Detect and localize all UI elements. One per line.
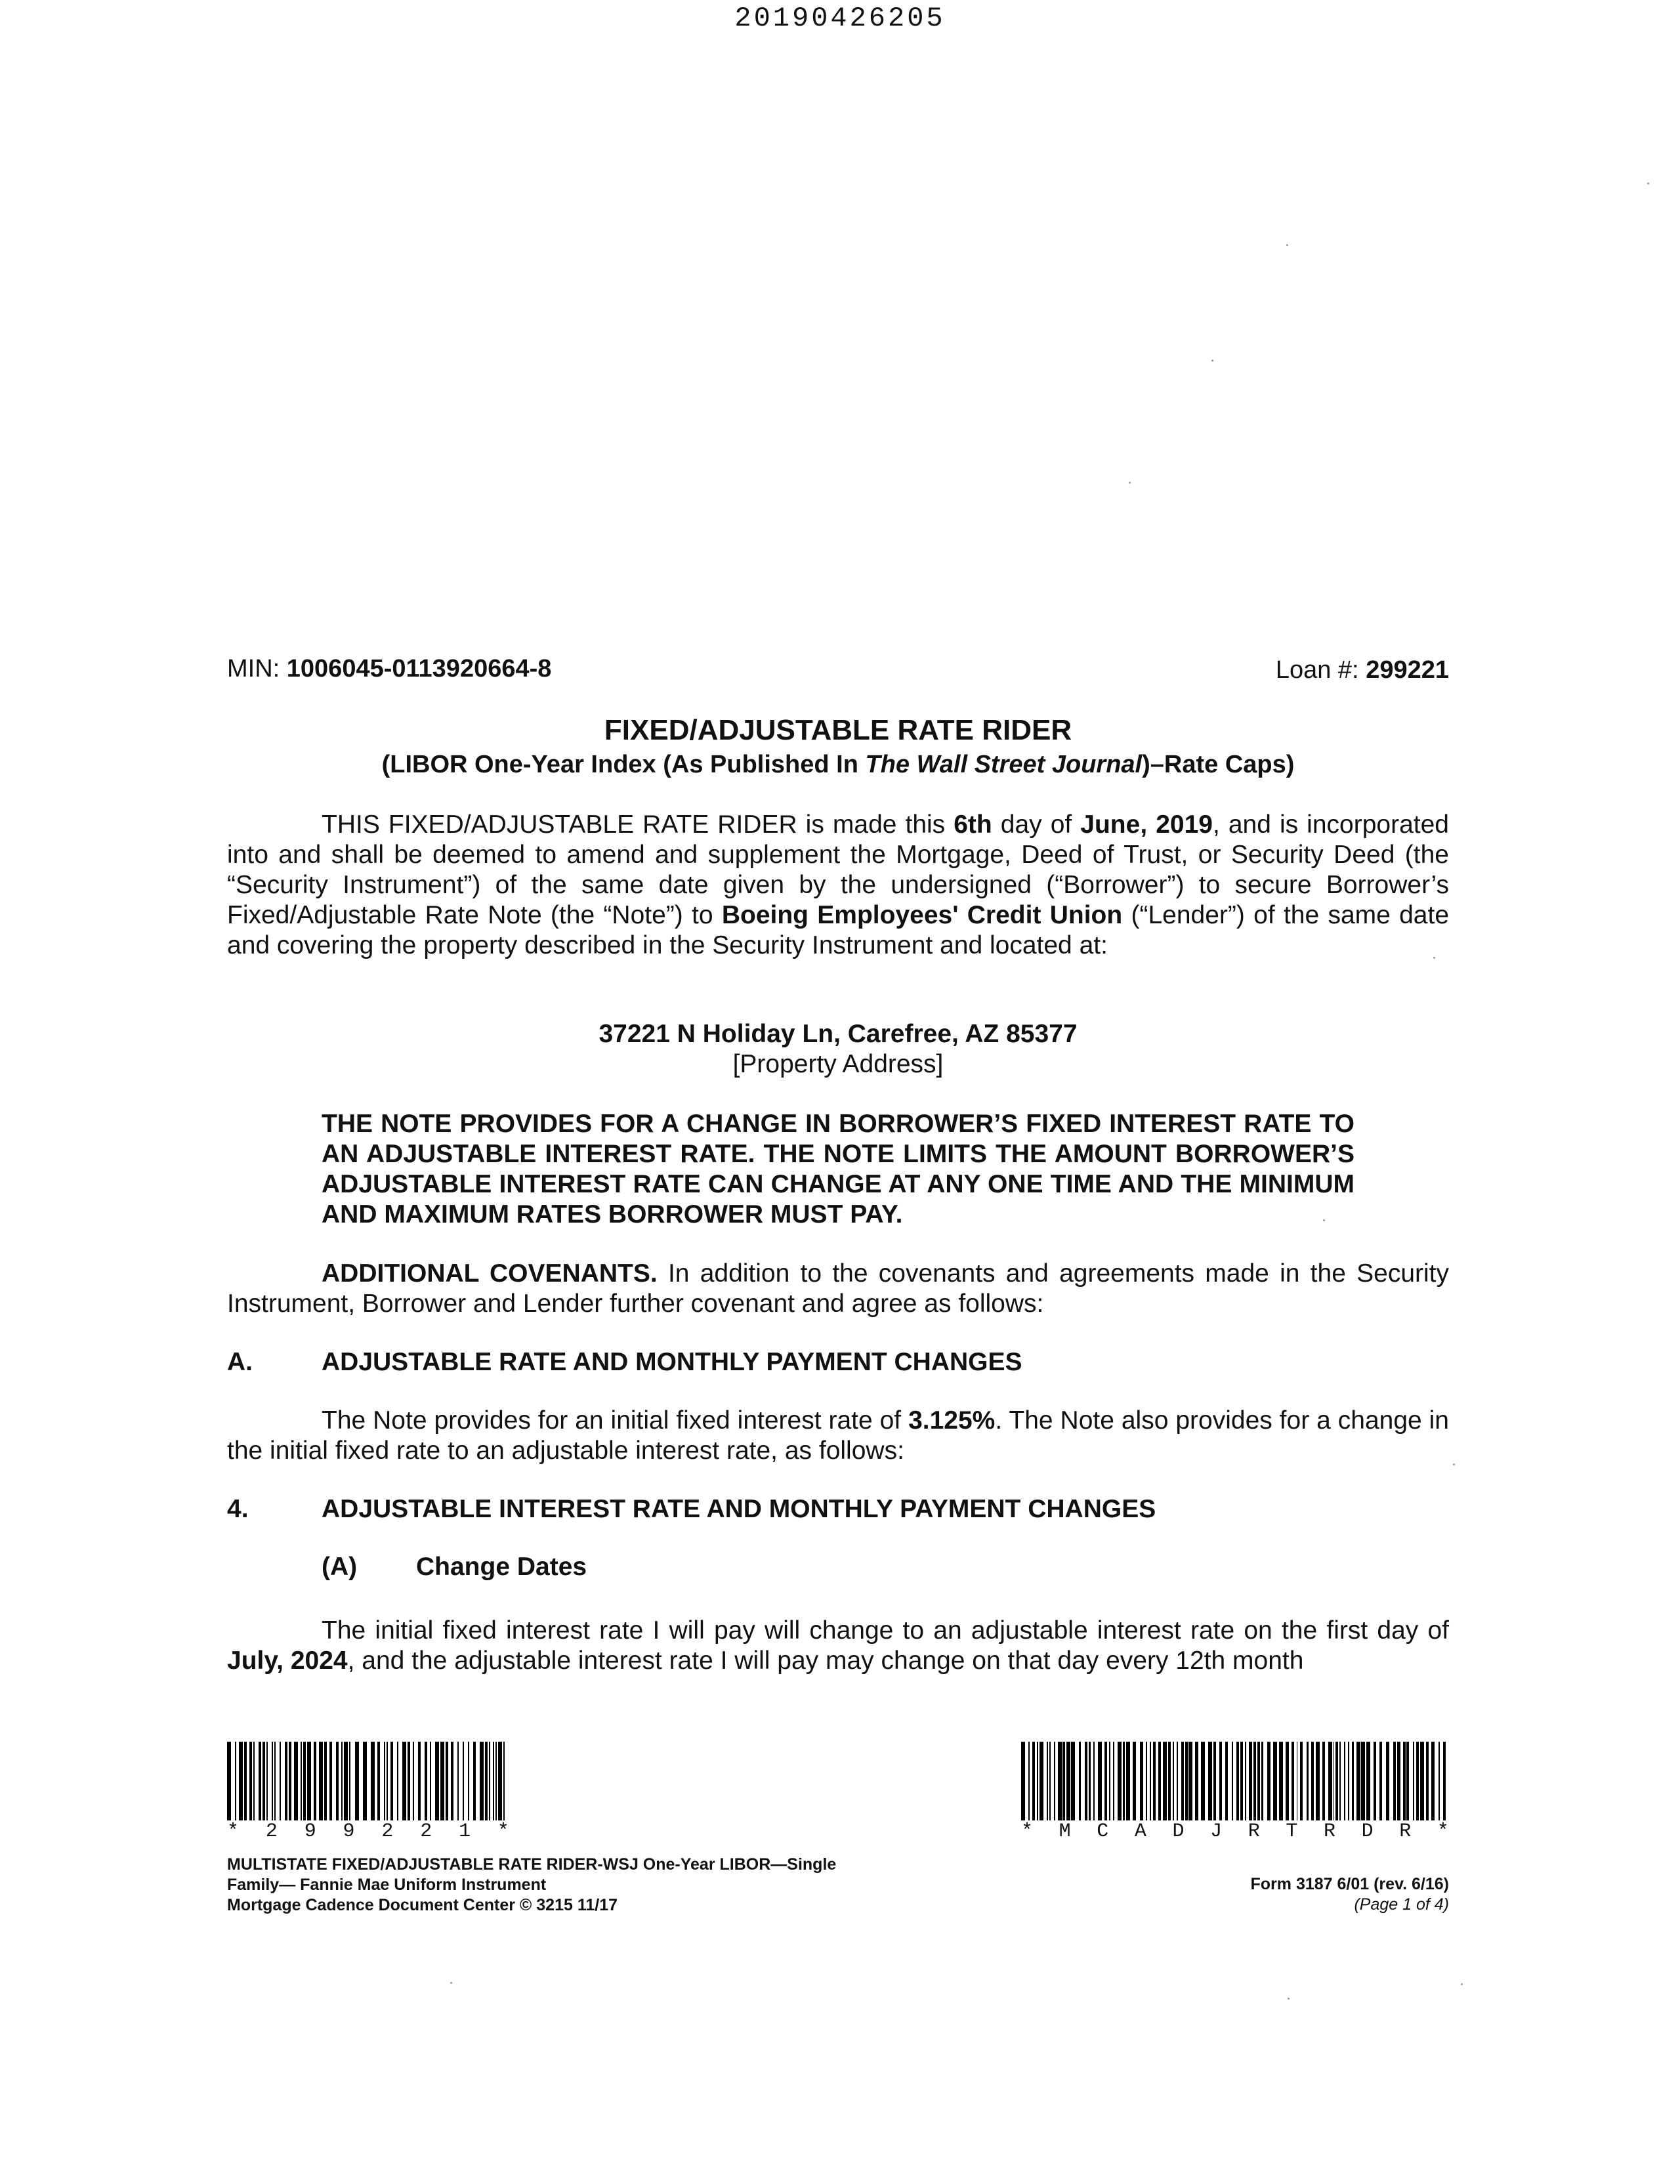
- barcode-right-caption: [1021, 1820, 1449, 1843]
- intro-text-1: THIS FIXED/ADJUSTABLE RATE RIDER is made this: [322, 810, 954, 839]
- scan-speck: [1453, 1463, 1455, 1465]
- barcode-caption-char: J: [1210, 1820, 1223, 1843]
- footer-right: [1251, 1874, 1450, 1915]
- section-a-text-2: . The Note also provides for a change in the initial fixed rate to an adjustable interest rate, as follows:: [227, 1406, 1449, 1465]
- scan-speck: [1461, 1983, 1463, 1985]
- footer-document-center: Mortgage Cadence Document Center © 3215 11/17: [227, 1896, 618, 1914]
- lender-name: Boeing Employees' Credit Union: [721, 901, 1123, 929]
- rate-change-notice: THE NOTE PROVIDES FOR A CHANGE IN BORROWER’S FIXED INTEREST RATE TO AN ADJUSTABLE INTEREST RATE. THE NOTE LIMITS THE AMOUNT BORROWER’S ADJUSTABLE INTEREST RATE CAN CHANGE AT ANY ONE TIME AND THE MINIMUM AND MAXIMUM RATES BORROWER MUST PAY.: [322, 1110, 1354, 1228]
- barcode-caption-char: D: [1361, 1820, 1374, 1843]
- scan-speck: [1288, 1998, 1290, 2000]
- barcode-caption-char: R: [1324, 1820, 1336, 1843]
- barcode-gap: [505, 1742, 509, 1820]
- section-a-text-1: The Note provides for an initial fixed interest rate of: [322, 1406, 909, 1435]
- loan-value: 299221: [1366, 656, 1449, 684]
- barcode-left: [227, 1742, 509, 1843]
- barcode-caption-char: R: [1399, 1820, 1412, 1843]
- subtitle-italic: The Wall Street Journal: [865, 751, 1143, 778]
- intro-paragraph: [227, 810, 1449, 961]
- subsection-a-title: Change Dates: [416, 1553, 587, 1581]
- recording-number: 20190426205: [734, 3, 946, 34]
- scan-speck: [1323, 1219, 1325, 1221]
- property-address: 37221 N Holiday Ln, Carefree, AZ 85377: [598, 1020, 1078, 1048]
- section-a-paragraph: [227, 1406, 1449, 1466]
- intro-text-2: day of: [992, 810, 1081, 839]
- intro-text-3: , and is incorporated into and shall be deemed to amend and supplement the Mortgage, Deed of Trust, or Security Deed (the “Security Instrument”) of the same date given by the undersigned (“Borrower”) to secure Borrower’s Fixed/Adjustable Rate Note (the “Note”) to: [227, 810, 1449, 929]
- footer-form-title: MULTISTATE FIXED/ADJUSTABLE RATE RIDER-WSJ One-Year LIBOR—Single: [227, 1855, 837, 1874]
- barcode-caption-char: 9: [304, 1820, 316, 1843]
- scan-speck: [450, 1982, 452, 1984]
- scan-speck: [1286, 244, 1288, 246]
- barcode-caption-char: R: [1248, 1820, 1260, 1843]
- loan-label: Loan #:: [1275, 656, 1359, 684]
- barcode-caption-char: *: [1021, 1820, 1034, 1843]
- subsection-a-number: (A): [322, 1553, 358, 1581]
- footer-left: [227, 1855, 883, 1916]
- barcode-caption-char: C: [1097, 1820, 1109, 1843]
- scan-speck: [1211, 360, 1213, 362]
- barcode-right: [1021, 1742, 1449, 1843]
- barcode-caption-char: 2: [420, 1820, 432, 1843]
- section-4-title: ADJUSTABLE INTEREST RATE AND MONTHLY PAYMENT CHANGES: [322, 1495, 1156, 1523]
- intro-date: June, 2019: [1080, 810, 1213, 839]
- additional-covenants-paragraph: [227, 1259, 1449, 1319]
- barcode-left-caption: [227, 1820, 509, 1843]
- document-subtitle: [227, 751, 1449, 779]
- scan-speck: [1433, 957, 1435, 959]
- footer-page-number: (Page 1 of 4): [1354, 1895, 1449, 1914]
- covenants-lead: ADDITIONAL COVENANTS.: [322, 1259, 658, 1288]
- barcode-right-bars: [1021, 1742, 1449, 1820]
- intro-day: 6th: [954, 810, 992, 839]
- change-date: July, 2024: [227, 1647, 348, 1675]
- barcode-caption-char: *: [497, 1820, 509, 1843]
- initial-rate: 3.125%: [908, 1406, 996, 1435]
- min-line: [227, 655, 551, 683]
- subtitle-part1: (LIBOR One-Year Index (As Published In: [381, 751, 866, 778]
- property-address-label: [Property Address]: [732, 1050, 944, 1078]
- covenants-text: In addition to the covenants and agreements made in the Security Instrument, Borrower and Lender further covenant and agree as follows:: [227, 1259, 1449, 1318]
- document-title: FIXED/ADJUSTABLE RATE RIDER: [604, 714, 1072, 746]
- min-label: MIN:: [227, 655, 280, 682]
- barcode-caption-char: 1: [459, 1820, 471, 1843]
- intro-text-4: (“Lender”) of the same date and covering the property described in the Security Instrument and located at:: [227, 901, 1450, 959]
- barcode-caption-char: *: [1437, 1820, 1449, 1843]
- subtitle-part2: )–Rate Caps): [1142, 751, 1295, 778]
- barcode-caption-char: 2: [381, 1820, 394, 1843]
- scan-speck: [1647, 182, 1649, 184]
- barcode-caption-char: D: [1172, 1820, 1185, 1843]
- change-dates-text-1: The initial fixed interest rate I will pay will change to an adjustable interest rate on the first day of: [322, 1616, 1449, 1645]
- section-4-number: 4.: [227, 1495, 249, 1523]
- section-a-title: ADJUSTABLE RATE AND MONTHLY PAYMENT CHANGES: [322, 1348, 1022, 1376]
- barcode-gap: [1446, 1742, 1448, 1820]
- loan-number-line: [1276, 656, 1449, 684]
- change-dates-text-2: , and the adjustable interest rate I will pay may change on that day every 12th month: [347, 1647, 1304, 1675]
- footer-instrument: Family— Fannie Mae Uniform Instrument: [227, 1876, 547, 1894]
- barcode-caption-char: T: [1286, 1820, 1298, 1843]
- section-a-number: A.: [227, 1348, 253, 1376]
- barcode-left-bars: [227, 1742, 509, 1820]
- change-dates-paragraph: [227, 1616, 1449, 1676]
- barcode-caption-char: 9: [343, 1820, 355, 1843]
- footer-form-number: Form 3187 6/01 (rev. 6/16): [1250, 1875, 1449, 1893]
- barcode-caption-char: *: [227, 1820, 240, 1843]
- barcode-caption-char: A: [1134, 1820, 1146, 1843]
- barcode-caption-char: M: [1059, 1820, 1071, 1843]
- min-value: 1006045-0113920664-8: [286, 655, 552, 682]
- barcode-caption-char: 2: [265, 1820, 278, 1843]
- scan-speck: [1129, 482, 1131, 484]
